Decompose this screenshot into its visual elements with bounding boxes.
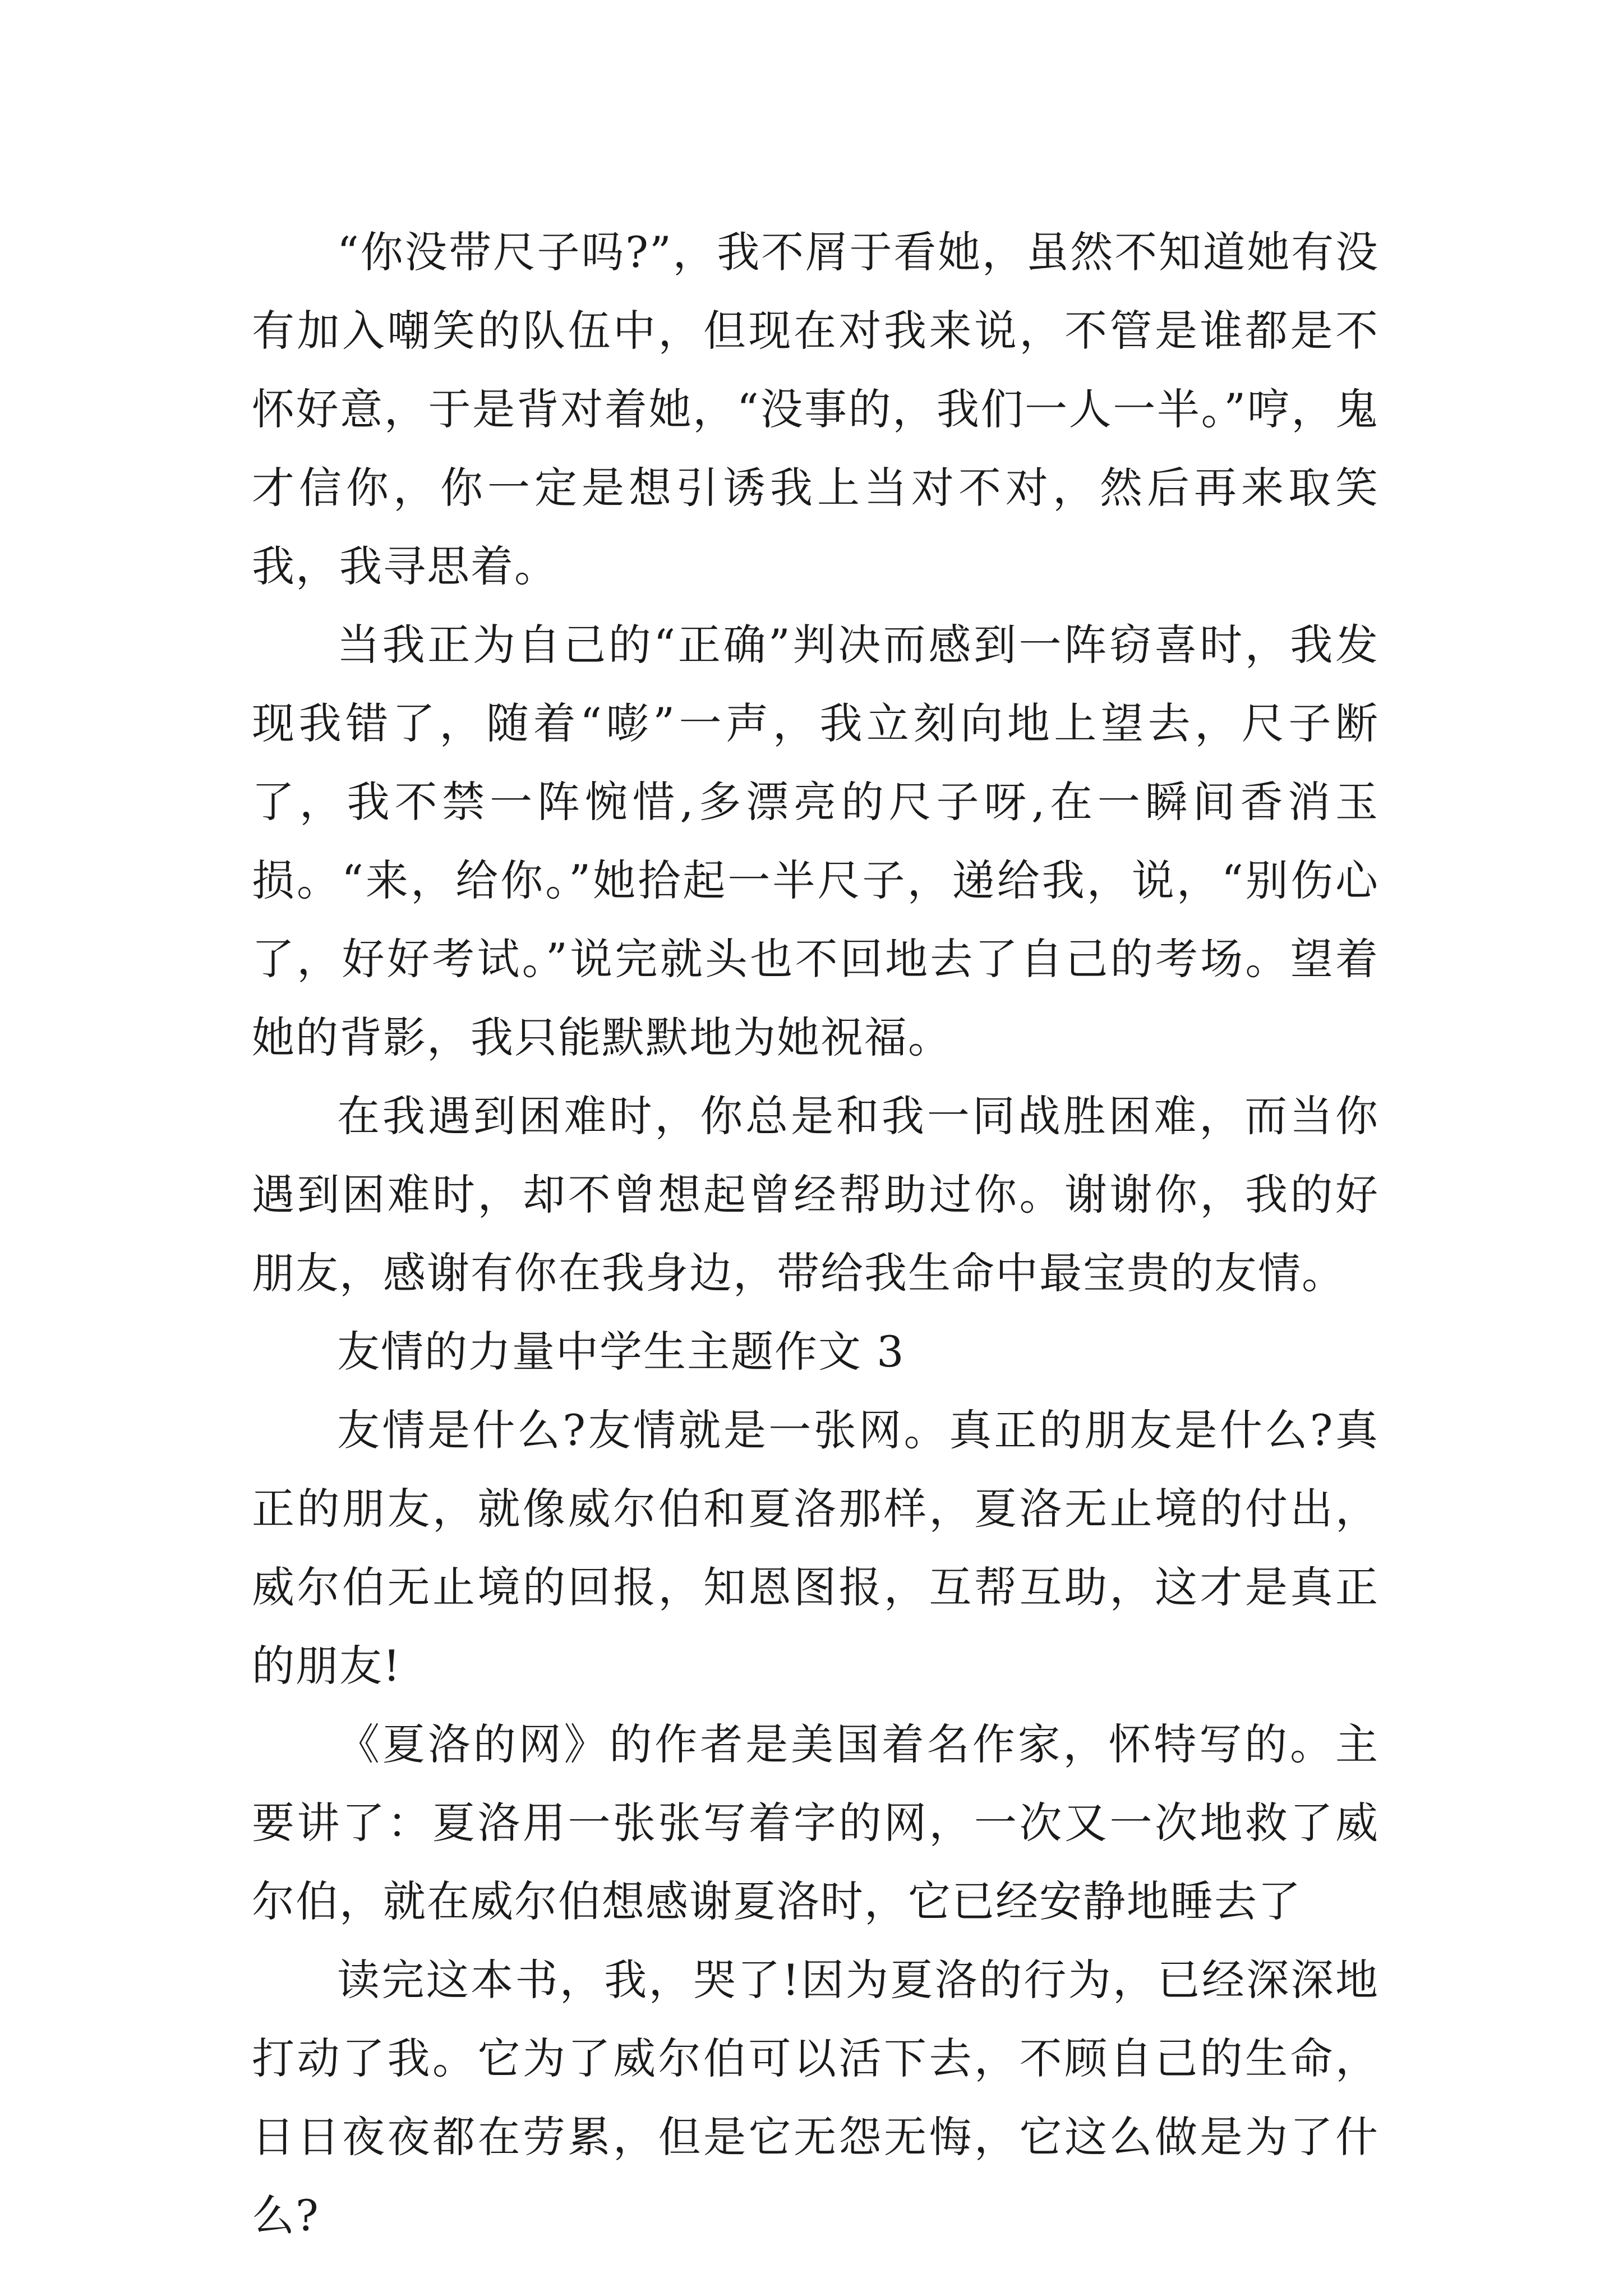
section-heading: 友情的力量中学生主题作文 3: [337, 1327, 905, 1377]
paragraph: 读完这本书，我，哭了!因为夏洛的行为，已经深深地打动了我。它为了威尔伯可以活下去，不顾自己的生命，日日夜夜都在劳累，但是它无怨无悔，它这么做是为了什么?: [252, 1955, 1379, 2240]
paragraph: “你没带尺子吗?”，我不屑于看她，虽然不知道她有没有加入嘲笑的队伍中，但现在对我来说，不管是谁都是不怀好意，于是背对着她，“没事的，我们一人一半。”哼，鬼才信你，你一定是想引诱我上当对不对，然后再来取笑我，我寻思着。: [252, 227, 1379, 591]
document-body: [252, 213, 1379, 2255]
paragraph: 在我遇到困难时，你总是和我一同战胜困难，而当你遇到困难时，却不曾想起曾经帮助过你。谢谢你，我的好朋友，感谢有你在我身边，带给我生命中最宝贵的友情。: [252, 1091, 1379, 1298]
paragraph: 当我正为自己的“正确”判决而感到一阵窃喜时，我发现我错了，随着“嘭”一声，我立刻向地上望去，尺子断了，我不禁一阵惋惜,多漂亮的尺子呀,在一瞬间香消玉损。“来，给你。”她拾起一半尺子，递给我，说，“别伤心了，好好考试。”说完就头也不回地去了自己的考场。望着她的背影，我只能默默地为她祝福。: [252, 620, 1379, 1062]
paragraph: 友情是什么?友情就是一张网。真正的朋友是什么?真正的朋友，就像威尔伯和夏洛那样，夏洛无止境的付出，威尔伯无止境的回报，知恩图报，互帮互助，这才是真正的朋友!: [252, 1405, 1379, 1691]
paragraph: 《夏洛的网》的作者是美国着名作家，怀特写的。主要讲了：夏洛用一张张写着字的网，一次又一次地救了威尔伯，就在威尔伯想感谢夏洛时，它已经安静地睡去了: [252, 1719, 1379, 1926]
